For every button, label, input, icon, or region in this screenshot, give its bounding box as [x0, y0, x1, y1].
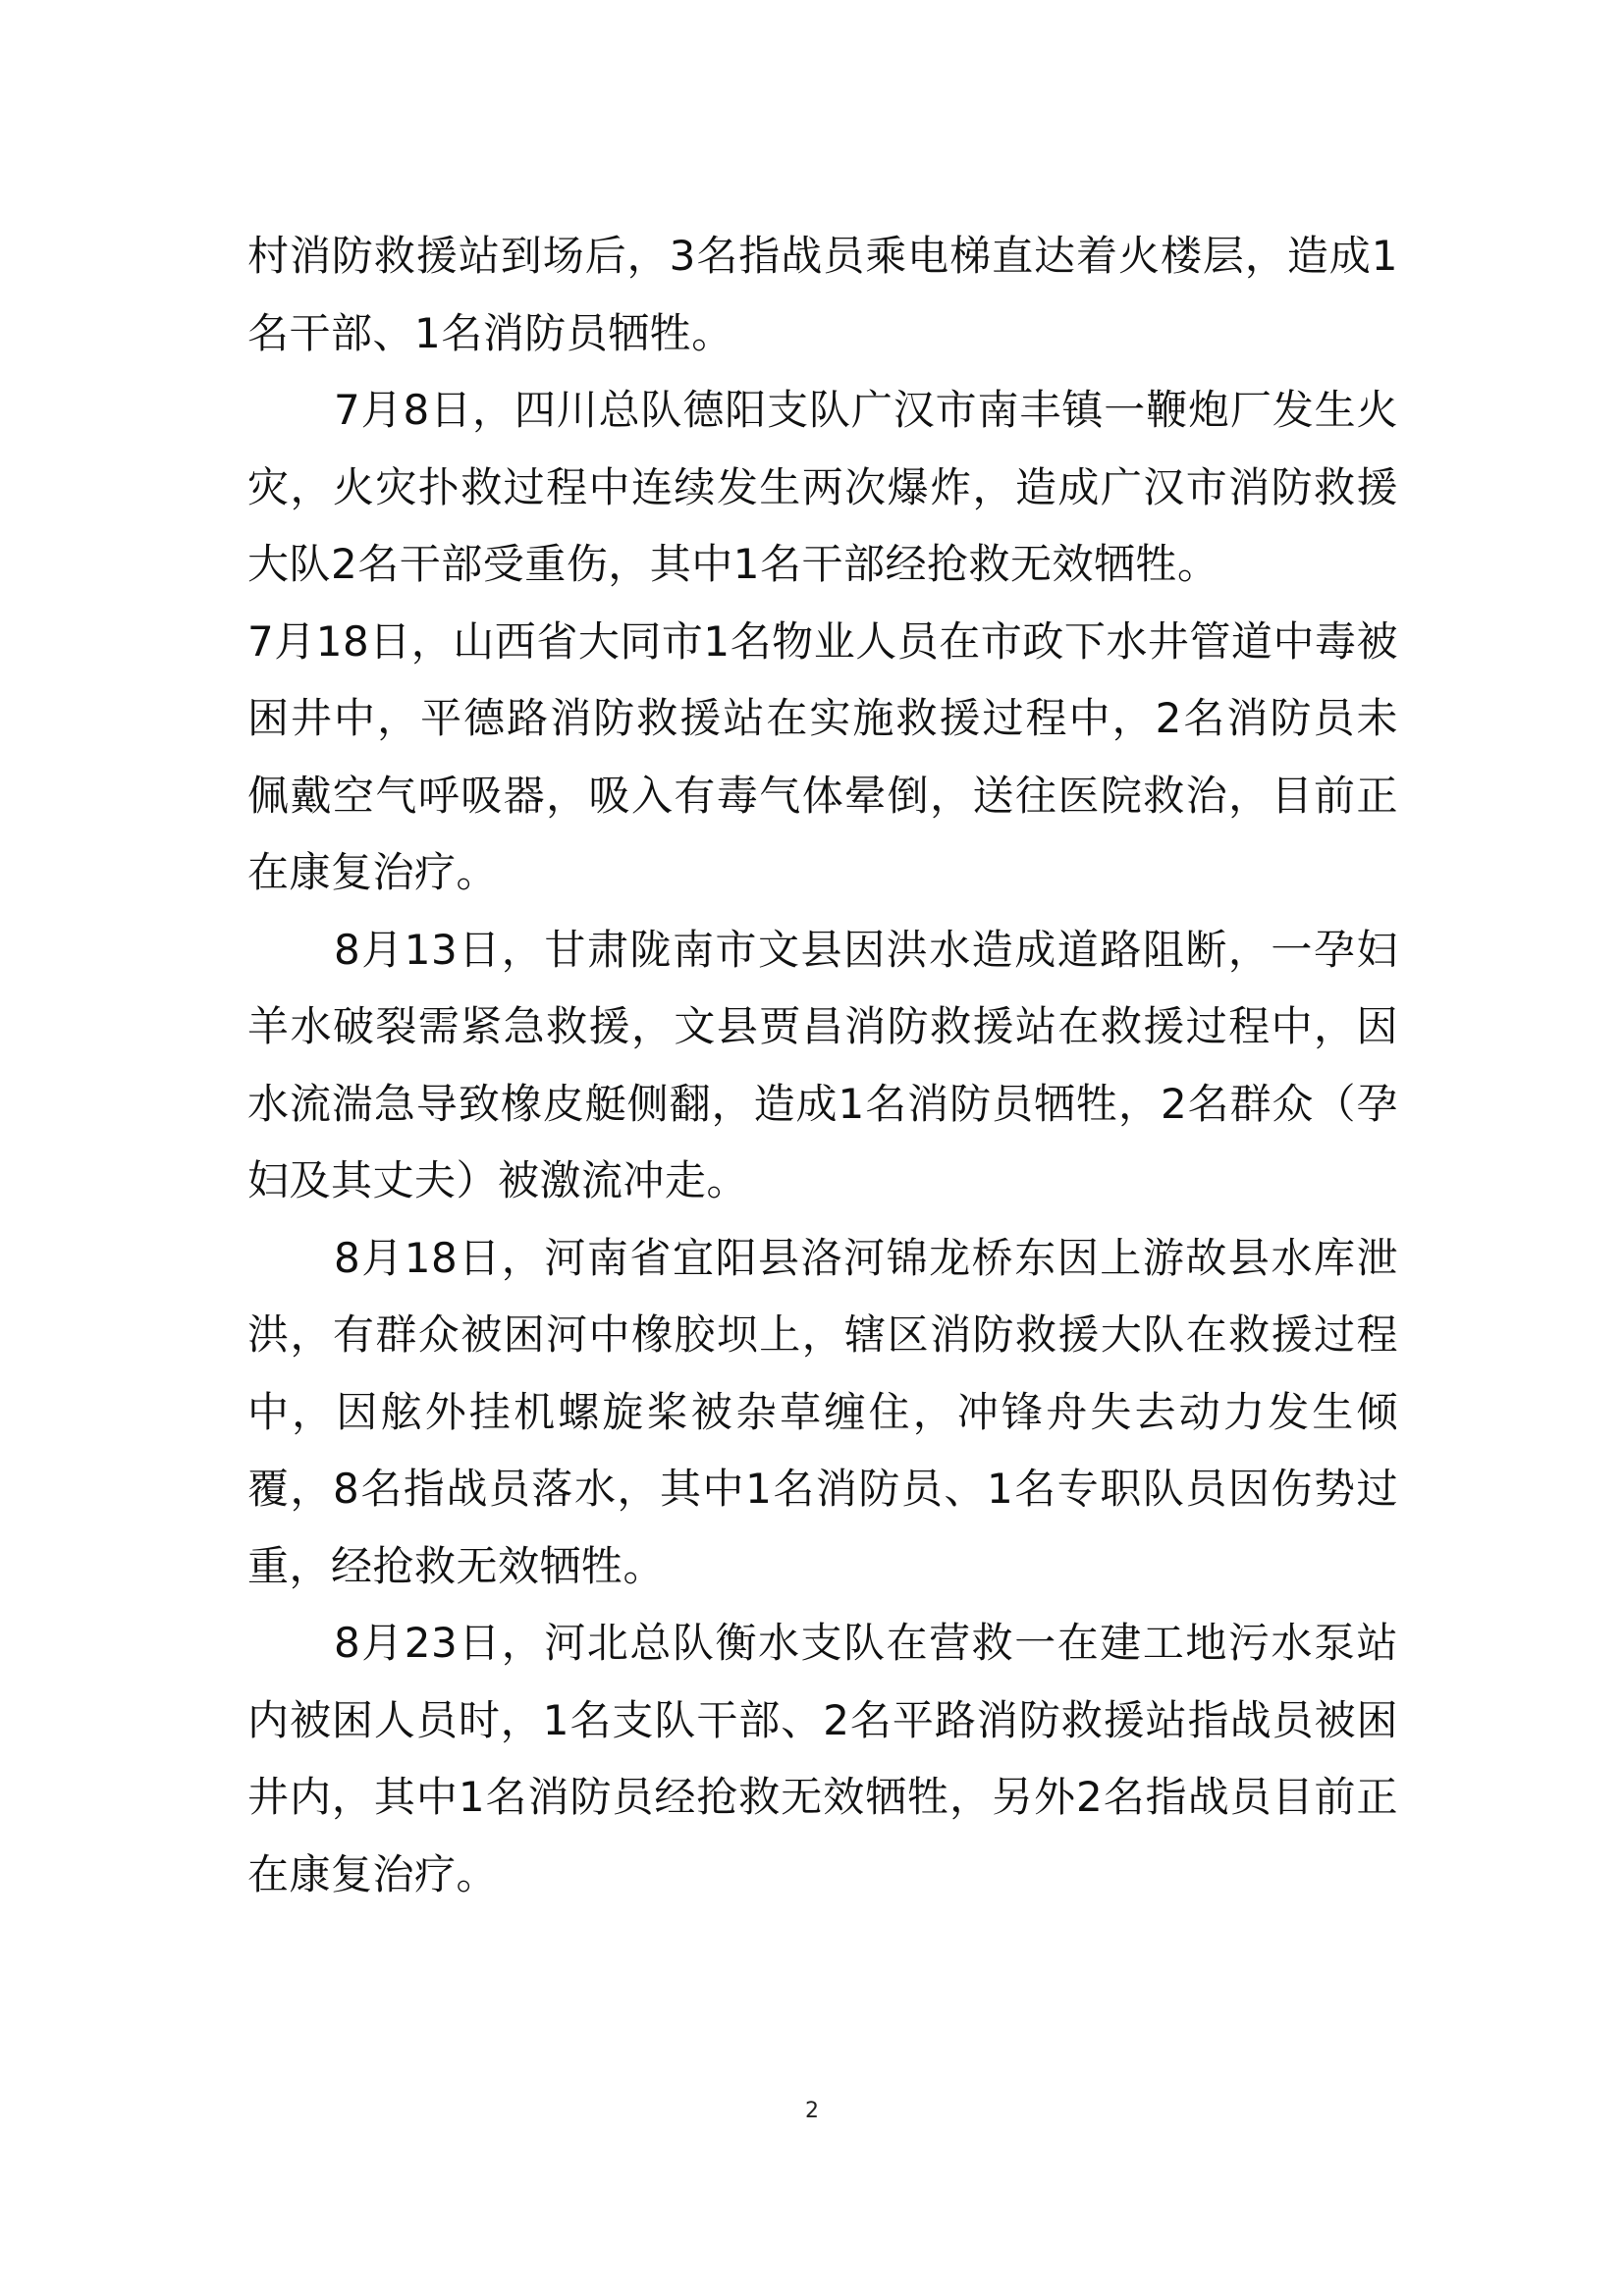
paragraph-sichuan-explosion: 7月8日，四川总队德阳支队广汉市南丰镇一鞭炮厂发生火灾，火灾扑救过程中连续发生两次爆炸，造成广汉市消防救援大队2名干部受重伤，其中1名干部经抢救无效牺牲。	[247, 386, 1398, 588]
paragraph-gansu-flood: 8月13日，甘肃陇南市文县因洪水造成道路阻断，一孕妇羊水破裂需紧急救援，文县贾昌消防救援站在救援过程中，因水流湍急导致橡皮艇侧翻，造成1名消防员牺牲，2名群众（孕妇及其丈夫）被激流冲走。	[247, 925, 1398, 1204]
paragraph-henan-flood: 8月18日，河南省宜阳县洛河锦龙桥东因上游故县水库泄洪，有群众被困河中橡胶坝上，辖区消防救援大队在救援过程中，因舷外挂机螺旋桨被杂草缠住，冲锋舟失去动力发生倾覆，8名指战员落水，其中1名消防员、1名专职队员因伤势过重，经抢救无效牺牲。	[247, 1233, 1398, 1590]
paragraph-shanxi-poisoning: 7月18日，山西省大同市1名物业人员在市政下水井管道中毒被困井中，平德路消防救援站在实施救援过程中，2名消防员未佩戴空气呼吸器，吸入有毒气体晕倒，送往医院救治，目前正在康复治疗。	[247, 616, 1398, 896]
document-body	[247, 218, 1398, 1913]
page-number: 2	[805, 2099, 819, 2123]
paragraph-elevator-incident: 村消防救援站到场后，3名指战员乘电梯直达着火楼层，造成1名干部、1名消防员牺牲。	[247, 232, 1398, 357]
paragraph-hebei-rescue: 8月23日，河北总队衡水支队在营救一在建工地污水泵站内被困人员时，1名支队干部、2名平路消防救援站指战员被困井内，其中1名消防员经抢救无效牺牲，另外2名指战员目前正在康复治疗。	[247, 1619, 1398, 1898]
